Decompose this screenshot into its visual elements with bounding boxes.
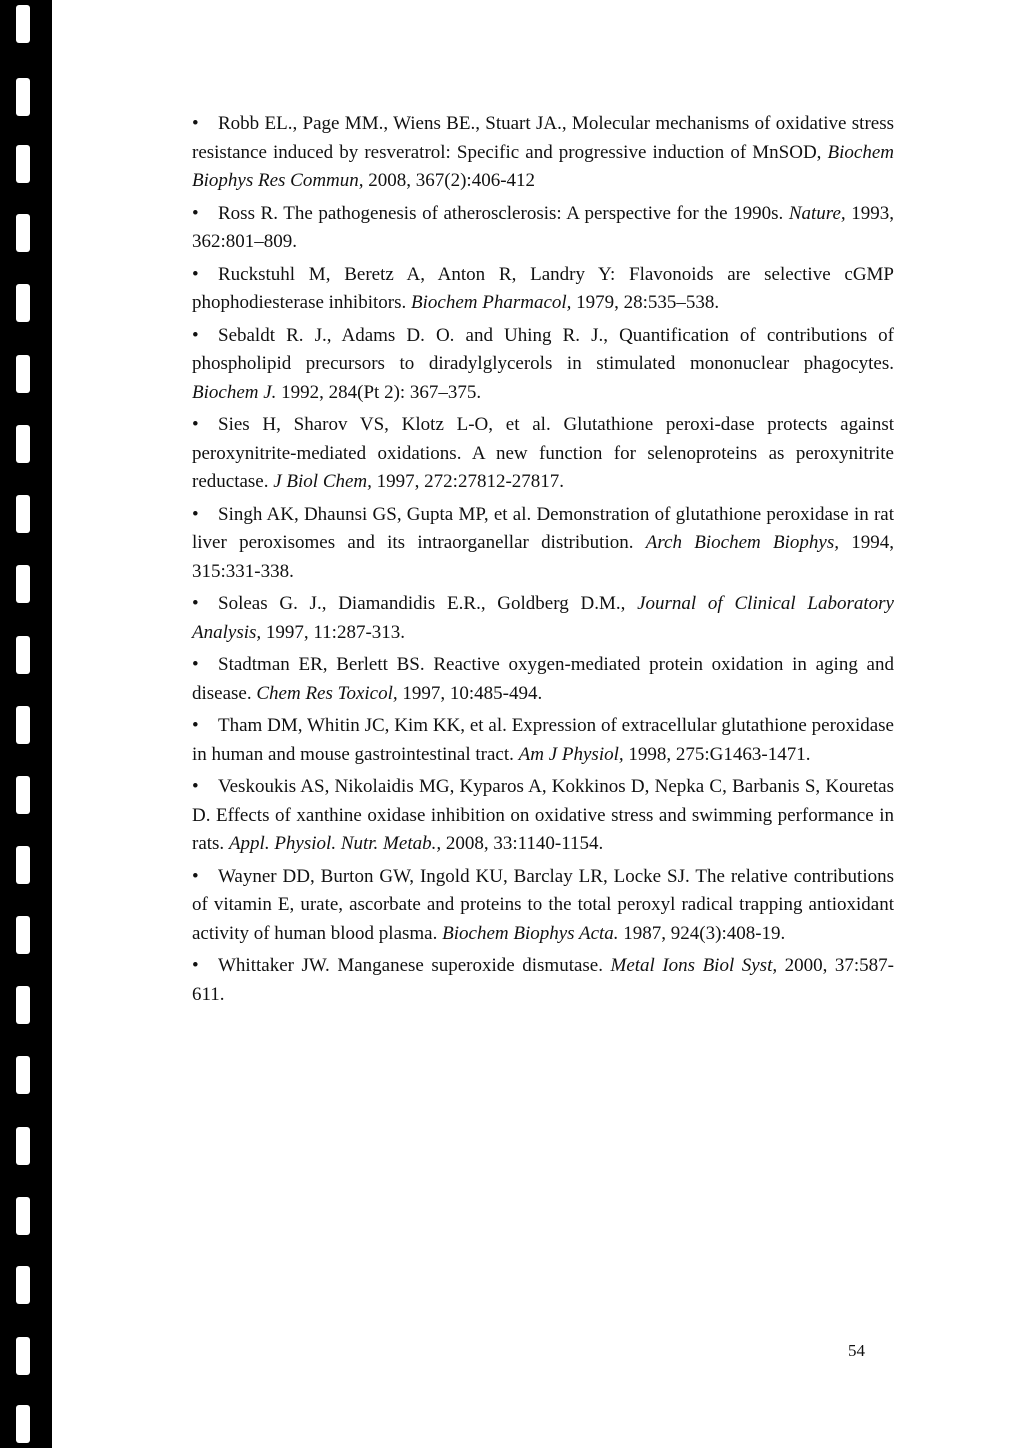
citation-text: Tham DM, Whitin JC, Kim KK, et al. Expression of extracellular glutathione peroxidase in human and mouse gastrointestinal tract. (192, 715, 894, 765)
film-hole (16, 425, 30, 463)
citation-text: Sebaldt R. J., Adams D. O. and Uhing R. J., Quantification of contributions of phospholipid precursors to diradylglycerols in stimulated mononuclear phagocytes. (192, 324, 894, 374)
reference-item (192, 863, 894, 949)
film-hole (16, 1266, 30, 1304)
reference-item (192, 200, 894, 257)
film-hole (16, 776, 30, 814)
film-hole (16, 846, 30, 884)
film-hole (16, 565, 30, 603)
reference-item (192, 590, 894, 647)
reference-text (192, 651, 894, 708)
reference-item (192, 110, 894, 196)
citation-text: 2008, 367(2):406-412 (363, 170, 536, 191)
citation-text: 1993, 362:801–809. (192, 202, 894, 252)
citation-text: 1979, 28:535–538. (571, 292, 720, 313)
citation-text: 1997, 11:287-313. (261, 621, 406, 643)
citation-text: Veskoukis AS, Nikolaidis MG, Kyparos A, Kokkinos D, Nepka C, Barbanis S, Kouretas D. Effects of xanthine oxidase inhibition on oxidative stress and swimming performance in rats. (192, 776, 894, 854)
citation-text: 1998, 275:G1463-1471. (623, 743, 811, 765)
film-hole (16, 5, 30, 43)
film-hole (16, 78, 30, 116)
citation-text: Stadtman ER, Berlett BS. Reactive oxygen-mediated protein oxidation in aging and disease. (192, 654, 894, 704)
reference-text (192, 200, 894, 257)
journal-name: Arch Biochem Biophys, (645, 532, 839, 553)
film-hole (16, 495, 30, 533)
reference-item (192, 773, 894, 859)
citation-text: Ruckstuhl M, Beretz A, Anton R, Landry Y: Flavonoids are selective cGMP phophodiesterase inhibitors. (192, 263, 894, 313)
film-hole (16, 145, 30, 183)
reference-item (192, 952, 894, 1009)
bullet-icon: • (192, 955, 199, 976)
journal-name: Journal of Clinical Laboratory Analysis, (192, 593, 894, 643)
bullet-icon: • (192, 593, 199, 614)
citation-text: 1997, 10:485-494. (397, 682, 543, 704)
reference-item (192, 322, 894, 408)
citation-text: Wayner DD, Burton GW, Ingold KU, Barclay LR, Locke SJ. The relative contributions of vitamin E, urate, ascorbate and proteins to the total peroxyl radical trapping antioxidant activity of human blood plasma. (192, 865, 894, 944)
journal-name: Biochem Pharmacol, (411, 292, 572, 313)
film-hole (16, 1127, 30, 1165)
film-hole (16, 636, 30, 674)
citation-text: Ross R. The pathogenesis of atherosclerosis: A perspective for the 1990s. (218, 202, 789, 224)
reference-item (192, 411, 894, 497)
bullet-icon: • (192, 865, 199, 887)
reference-text (192, 411, 894, 497)
bullet-icon: • (192, 263, 199, 285)
reference-item (192, 501, 894, 587)
citation-text: 1997, 272:27812-27817. (371, 471, 565, 492)
journal-name: Biochem J. (192, 381, 277, 403)
film-hole (16, 706, 30, 744)
journal-name: Appl. Physiol. Nutr. Metab., (228, 833, 442, 854)
journal-name: Am J Physiol, (518, 743, 624, 765)
film-hole (16, 1056, 30, 1094)
film-hole (16, 1337, 30, 1375)
reference-text (192, 773, 894, 859)
bullet-icon: • (192, 503, 199, 525)
bullet-icon: • (192, 776, 199, 797)
citation-text: Whittaker JW. Manganese superoxide dismutase. (218, 955, 611, 976)
bullet-icon: • (192, 715, 199, 736)
reference-text (192, 501, 894, 587)
reference-text (192, 261, 894, 318)
citation-text: 2000, 37:587-611. (192, 955, 894, 1005)
film-hole (16, 214, 30, 252)
journal-name: Chem Res Toxicol, (256, 682, 398, 704)
citation-text: Robb EL., Page MM., Wiens BE., Stuart JA., Molecular mechanisms of oxidative stress resistance induced by resveratrol: Specific and progressive induction of MnSOD, (192, 113, 894, 163)
film-hole (16, 355, 30, 393)
reference-text (192, 322, 894, 408)
reference-text (192, 712, 894, 769)
citation-text: Singh AK, Dhaunsi GS, Gupta MP, et al. Demonstration of glutathione peroxidase in rat liver peroxisomes and its intraorganellar distribution. (192, 503, 894, 553)
document-page (52, 0, 1024, 1448)
citation-text: 1987, 924(3):408-19. (618, 922, 786, 944)
reference-item (192, 261, 894, 318)
reference-text (192, 110, 894, 196)
journal-name: Biochem Biophys Acta. (442, 922, 619, 944)
bullet-icon: • (192, 414, 199, 435)
journal-name: Biochem Biophys Res Commun, (192, 141, 894, 191)
film-hole (16, 1405, 30, 1443)
citation-text: 1992, 284(Pt 2): 367–375. (276, 381, 482, 403)
reference-item (192, 712, 894, 769)
reference-list (192, 110, 894, 1013)
citation-text: Soleas G. J., Diamandidis E.R., Goldberg D.M., (218, 593, 638, 614)
film-hole (16, 986, 30, 1024)
citation-text: Sies H, Sharov VS, Klotz L-O, et al. Glutathione peroxi-dase protects against peroxynitrite-mediated oxidations. A new function for selenoproteins as peroxynitrite reductase. (192, 414, 894, 492)
bullet-icon: • (192, 654, 199, 675)
reference-text (192, 590, 894, 647)
citation-text: 1994, 315:331-338. (192, 532, 894, 582)
film-strip-margin (0, 0, 52, 1448)
journal-name: Metal Ions Biol Syst, (610, 955, 778, 976)
journal-name: J Biol Chem, (273, 471, 372, 492)
bullet-icon: • (192, 113, 199, 134)
page-number: 54 (848, 1341, 865, 1360)
journal-name: Nature, (788, 202, 846, 224)
bullet-icon: • (192, 202, 199, 224)
reference-item (192, 651, 894, 708)
film-hole (16, 284, 30, 322)
reference-text (192, 952, 894, 1009)
film-hole (16, 1197, 30, 1235)
bullet-icon: • (192, 324, 199, 346)
film-hole (16, 916, 30, 954)
citation-text: 2008, 33:1140-1154. (441, 833, 604, 854)
reference-text (192, 863, 894, 949)
